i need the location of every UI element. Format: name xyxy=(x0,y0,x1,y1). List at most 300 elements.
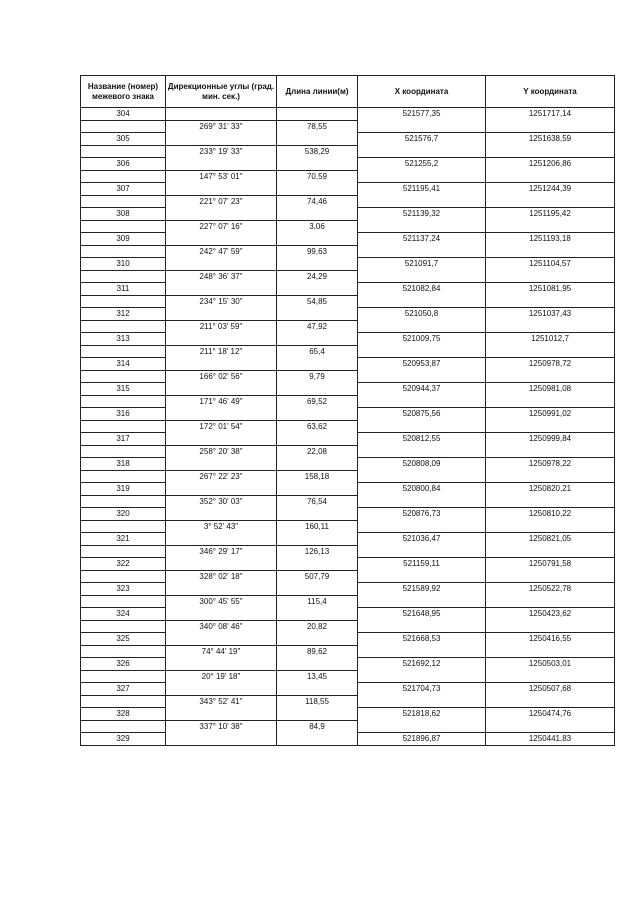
empty-cell xyxy=(486,696,615,708)
empty-cell xyxy=(166,708,277,721)
table-row xyxy=(81,458,615,471)
empty-cell xyxy=(358,596,486,608)
point-name-cell: 311 xyxy=(81,283,166,296)
x-coordinate-cell: 521009,75 xyxy=(358,333,486,346)
table-row xyxy=(81,321,615,333)
direction-angle-cell: 211° 18' 12" xyxy=(166,346,277,358)
direction-angle-cell: 269° 31' 33" xyxy=(166,121,277,133)
direction-angle-cell: 221° 07' 23" xyxy=(166,196,277,208)
empty-cell xyxy=(277,383,358,396)
line-length-cell: 70,59 xyxy=(277,171,358,183)
x-coordinate-cell: 521036,47 xyxy=(358,533,486,546)
direction-angle-cell: 166° 02' 56" xyxy=(166,371,277,383)
empty-cell xyxy=(358,496,486,508)
table-row xyxy=(81,721,615,733)
line-length-cell: 99,63 xyxy=(277,246,358,258)
header-row xyxy=(81,76,615,108)
x-coordinate-cell: 520876,73 xyxy=(358,508,486,521)
empty-cell xyxy=(486,521,615,533)
line-length-cell: 158,18 xyxy=(277,471,358,483)
y-coordinate-cell: 1250423,62 xyxy=(486,608,615,621)
point-name-cell: 312 xyxy=(81,308,166,321)
point-name-cell: 324 xyxy=(81,608,166,621)
line-length-cell: 65,4 xyxy=(277,346,358,358)
empty-cell xyxy=(358,621,486,633)
table-row xyxy=(81,671,615,683)
empty-cell xyxy=(81,571,166,583)
table-row xyxy=(81,521,615,533)
empty-cell xyxy=(81,196,166,208)
empty-cell xyxy=(81,696,166,708)
y-coordinate-cell: 1251717,14 xyxy=(486,108,615,121)
empty-cell xyxy=(486,646,615,658)
y-coordinate-cell: 1250821,05 xyxy=(486,533,615,546)
empty-cell xyxy=(486,196,615,208)
empty-cell xyxy=(486,421,615,433)
empty-cell xyxy=(358,346,486,358)
empty-cell xyxy=(277,133,358,146)
direction-angle-cell: 346° 29' 17" xyxy=(166,546,277,558)
empty-cell xyxy=(166,108,277,121)
empty-cell xyxy=(277,433,358,446)
empty-cell xyxy=(277,708,358,721)
table-row xyxy=(81,296,615,308)
empty-cell xyxy=(81,621,166,633)
x-coordinate-cell: 520944,37 xyxy=(358,383,486,396)
y-coordinate-cell: 1250978,22 xyxy=(486,458,615,471)
point-name-cell: 319 xyxy=(81,483,166,496)
y-coordinate-cell: 1250999,84 xyxy=(486,433,615,446)
point-name-cell: 323 xyxy=(81,583,166,596)
y-coordinate-cell: 1250522,78 xyxy=(486,583,615,596)
empty-cell xyxy=(486,321,615,333)
empty-cell xyxy=(277,233,358,246)
table-row xyxy=(81,558,615,571)
x-coordinate-cell: 520812,55 xyxy=(358,433,486,446)
direction-angle-cell: 234° 15' 30" xyxy=(166,296,277,308)
direction-angle-cell: 211° 03' 59" xyxy=(166,321,277,333)
empty-cell xyxy=(358,246,486,258)
point-name-cell: 321 xyxy=(81,533,166,546)
empty-cell xyxy=(486,471,615,483)
table-row xyxy=(81,258,615,271)
point-name-cell: 322 xyxy=(81,558,166,571)
empty-cell xyxy=(81,646,166,658)
x-coordinate-cell: 521692,12 xyxy=(358,658,486,671)
empty-cell xyxy=(486,221,615,233)
empty-cell xyxy=(277,508,358,521)
empty-cell xyxy=(81,321,166,333)
empty-cell xyxy=(81,521,166,533)
empty-cell xyxy=(486,121,615,133)
line-length-cell: 69,52 xyxy=(277,396,358,408)
line-length-cell: 115,4 xyxy=(277,596,358,608)
empty-cell xyxy=(166,308,277,321)
empty-cell xyxy=(277,608,358,621)
empty-cell xyxy=(166,483,277,496)
line-length-cell: 54,85 xyxy=(277,296,358,308)
line-length-cell: 63,62 xyxy=(277,421,358,433)
header-x-coordinate: X координата xyxy=(358,76,486,108)
point-name-cell: 313 xyxy=(81,333,166,346)
empty-cell xyxy=(486,246,615,258)
table-row xyxy=(81,596,615,608)
x-coordinate-cell: 521139,32 xyxy=(358,208,486,221)
empty-cell xyxy=(81,246,166,258)
line-length-cell: 47,92 xyxy=(277,321,358,333)
x-coordinate-cell: 521159,11 xyxy=(358,558,486,571)
direction-angle-cell: 74° 44' 19" xyxy=(166,646,277,658)
table-row xyxy=(81,283,615,296)
table-row xyxy=(81,408,615,421)
table-row xyxy=(81,496,615,508)
direction-angle-cell: 328° 02' 18" xyxy=(166,571,277,583)
x-coordinate-cell: 521050,8 xyxy=(358,308,486,321)
empty-cell xyxy=(81,171,166,183)
empty-cell xyxy=(166,358,277,371)
table-row xyxy=(81,433,615,446)
empty-cell xyxy=(358,446,486,458)
header-y-coordinate: Y координата xyxy=(486,76,615,108)
table-row xyxy=(81,121,615,133)
x-coordinate-cell: 521648,95 xyxy=(358,608,486,621)
x-coordinate-cell: 521576,7 xyxy=(358,133,486,146)
direction-angle-cell: 300° 45' 55" xyxy=(166,596,277,608)
table-row xyxy=(81,646,615,658)
point-name-cell: 307 xyxy=(81,183,166,196)
line-length-cell: 126,13 xyxy=(277,546,358,558)
empty-cell xyxy=(166,433,277,446)
empty-cell xyxy=(486,296,615,308)
y-coordinate-cell: 1250503,01 xyxy=(486,658,615,671)
empty-cell xyxy=(358,571,486,583)
y-coordinate-cell: 1250981,08 xyxy=(486,383,615,396)
empty-cell xyxy=(81,471,166,483)
table-row xyxy=(81,221,615,233)
empty-cell xyxy=(277,358,358,371)
table-row xyxy=(81,533,615,546)
empty-cell xyxy=(486,171,615,183)
table-row xyxy=(81,371,615,383)
y-coordinate-cell: 1250416,55 xyxy=(486,633,615,646)
table-row xyxy=(81,583,615,596)
point-name-cell: 314 xyxy=(81,358,166,371)
empty-cell xyxy=(166,208,277,221)
empty-cell xyxy=(166,683,277,696)
table-body xyxy=(81,108,615,746)
table-row xyxy=(81,708,615,721)
empty-cell xyxy=(358,471,486,483)
empty-cell xyxy=(166,183,277,196)
table-row xyxy=(81,183,615,196)
empty-cell xyxy=(486,721,615,733)
table-row xyxy=(81,633,615,646)
empty-cell xyxy=(166,158,277,171)
empty-cell xyxy=(358,221,486,233)
table-row xyxy=(81,696,615,708)
table-row xyxy=(81,733,615,746)
empty-cell xyxy=(486,496,615,508)
direction-angle-cell: 20° 19' 18" xyxy=(166,671,277,683)
point-name-cell: 315 xyxy=(81,383,166,396)
empty-cell xyxy=(166,508,277,521)
direction-angle-cell: 242° 47' 59" xyxy=(166,246,277,258)
x-coordinate-cell: 520875,56 xyxy=(358,408,486,421)
point-name-cell: 309 xyxy=(81,233,166,246)
direction-angle-cell: 337° 10' 38" xyxy=(166,721,277,733)
empty-cell xyxy=(277,558,358,571)
y-coordinate-cell: 1250791,58 xyxy=(486,558,615,571)
empty-cell xyxy=(277,183,358,196)
y-coordinate-cell: 1250474,76 xyxy=(486,708,615,721)
y-coordinate-cell: 1250991,02 xyxy=(486,408,615,421)
empty-cell xyxy=(358,546,486,558)
direction-angle-cell: 343° 52' 41" xyxy=(166,696,277,708)
line-length-cell: 13,45 xyxy=(277,671,358,683)
line-length-cell: 78,55 xyxy=(277,121,358,133)
point-name-cell: 318 xyxy=(81,458,166,471)
table-row xyxy=(81,508,615,521)
empty-cell xyxy=(81,421,166,433)
table-row xyxy=(81,271,615,283)
y-coordinate-cell: 1250507,68 xyxy=(486,683,615,696)
empty-cell xyxy=(277,483,358,496)
table-row xyxy=(81,158,615,171)
table-row xyxy=(81,333,615,346)
point-name-cell: 304 xyxy=(81,108,166,121)
x-coordinate-cell: 520808,09 xyxy=(358,458,486,471)
empty-cell xyxy=(81,721,166,733)
y-coordinate-cell: 1251081,95 xyxy=(486,283,615,296)
x-coordinate-cell: 521255,2 xyxy=(358,158,486,171)
table-row xyxy=(81,146,615,158)
line-length-cell: 74,46 xyxy=(277,196,358,208)
empty-cell xyxy=(358,521,486,533)
empty-cell xyxy=(81,371,166,383)
direction-angle-cell: 352° 30' 03" xyxy=(166,496,277,508)
empty-cell xyxy=(358,371,486,383)
empty-cell xyxy=(358,646,486,658)
empty-cell xyxy=(166,333,277,346)
empty-cell xyxy=(277,308,358,321)
empty-cell xyxy=(277,583,358,596)
empty-cell xyxy=(166,283,277,296)
empty-cell xyxy=(166,558,277,571)
y-coordinate-cell: 1250441,83 xyxy=(486,733,615,746)
empty-cell xyxy=(81,146,166,158)
line-length-cell: 89,62 xyxy=(277,646,358,658)
empty-cell xyxy=(486,546,615,558)
header-point-name: Название (номер) межевого знака xyxy=(81,76,166,108)
empty-cell xyxy=(486,571,615,583)
y-coordinate-cell: 1251193,18 xyxy=(486,233,615,246)
line-length-cell: 22,08 xyxy=(277,446,358,458)
x-coordinate-cell: 521668,53 xyxy=(358,633,486,646)
empty-cell xyxy=(81,346,166,358)
empty-cell xyxy=(277,533,358,546)
empty-cell xyxy=(277,333,358,346)
point-name-cell: 317 xyxy=(81,433,166,446)
empty-cell xyxy=(277,458,358,471)
x-coordinate-cell: 521589,92 xyxy=(358,583,486,596)
empty-cell xyxy=(486,446,615,458)
empty-cell xyxy=(277,208,358,221)
line-length-cell: 160,11 xyxy=(277,521,358,533)
table-row xyxy=(81,308,615,321)
line-length-cell: 76,54 xyxy=(277,496,358,508)
empty-cell xyxy=(486,396,615,408)
empty-cell xyxy=(166,458,277,471)
empty-cell xyxy=(277,658,358,671)
point-name-cell: 308 xyxy=(81,208,166,221)
table-row xyxy=(81,658,615,671)
line-length-cell: 538,29 xyxy=(277,146,358,158)
empty-cell xyxy=(166,233,277,246)
direction-angle-cell: 267° 22' 23" xyxy=(166,471,277,483)
point-name-cell: 306 xyxy=(81,158,166,171)
table-row xyxy=(81,246,615,258)
y-coordinate-cell: 1251012,7 xyxy=(486,333,615,346)
empty-cell xyxy=(277,283,358,296)
empty-cell xyxy=(81,221,166,233)
point-name-cell: 326 xyxy=(81,658,166,671)
table-row xyxy=(81,608,615,621)
empty-cell xyxy=(81,496,166,508)
table-row xyxy=(81,471,615,483)
table-row xyxy=(81,683,615,696)
x-coordinate-cell: 521195,41 xyxy=(358,183,486,196)
point-name-cell: 325 xyxy=(81,633,166,646)
table-row xyxy=(81,396,615,408)
y-coordinate-cell: 1251244,39 xyxy=(486,183,615,196)
empty-cell xyxy=(486,671,615,683)
empty-cell xyxy=(166,408,277,421)
y-coordinate-cell: 1251104,57 xyxy=(486,258,615,271)
table-row xyxy=(81,233,615,246)
direction-angle-cell: 172° 01' 54" xyxy=(166,421,277,433)
point-name-cell: 329 xyxy=(81,733,166,746)
table-row xyxy=(81,621,615,633)
y-coordinate-cell: 1251195,42 xyxy=(486,208,615,221)
table-row xyxy=(81,171,615,183)
direction-angle-cell: 248° 36' 37" xyxy=(166,271,277,283)
x-coordinate-cell: 520800,84 xyxy=(358,483,486,496)
y-coordinate-cell: 1251638,59 xyxy=(486,133,615,146)
coordinates-table xyxy=(80,75,615,746)
empty-cell xyxy=(358,146,486,158)
empty-cell xyxy=(166,533,277,546)
line-length-cell: 20,82 xyxy=(277,621,358,633)
empty-cell xyxy=(486,621,615,633)
empty-cell xyxy=(358,196,486,208)
table-row xyxy=(81,358,615,371)
x-coordinate-cell: 520953,87 xyxy=(358,358,486,371)
empty-cell xyxy=(166,258,277,271)
table-row xyxy=(81,108,615,121)
x-coordinate-cell: 521082,84 xyxy=(358,283,486,296)
empty-cell xyxy=(81,396,166,408)
line-length-cell: 24,29 xyxy=(277,271,358,283)
point-name-cell: 320 xyxy=(81,508,166,521)
empty-cell xyxy=(166,658,277,671)
direction-angle-cell: 227° 07' 16" xyxy=(166,221,277,233)
empty-cell xyxy=(81,671,166,683)
empty-cell xyxy=(166,583,277,596)
empty-cell xyxy=(486,146,615,158)
direction-angle-cell: 340° 08' 46" xyxy=(166,621,277,633)
empty-cell xyxy=(358,296,486,308)
direction-angle-cell: 3° 52' 43" xyxy=(166,521,277,533)
direction-angle-cell: 258° 20' 38" xyxy=(166,446,277,458)
empty-cell xyxy=(358,721,486,733)
empty-cell xyxy=(486,346,615,358)
table-row xyxy=(81,483,615,496)
empty-cell xyxy=(486,371,615,383)
table-row xyxy=(81,196,615,208)
empty-cell xyxy=(81,596,166,608)
empty-cell xyxy=(358,696,486,708)
point-name-cell: 310 xyxy=(81,258,166,271)
empty-cell xyxy=(166,608,277,621)
empty-cell xyxy=(486,271,615,283)
table-row xyxy=(81,421,615,433)
empty-cell xyxy=(277,258,358,271)
line-length-cell: 507,79 xyxy=(277,571,358,583)
empty-cell xyxy=(358,121,486,133)
y-coordinate-cell: 1250820,21 xyxy=(486,483,615,496)
line-length-cell: 118,55 xyxy=(277,696,358,708)
x-coordinate-cell: 521818,62 xyxy=(358,708,486,721)
empty-cell xyxy=(166,383,277,396)
table-row xyxy=(81,446,615,458)
header-direction-angle: Дирекционные углы (град. мин. сек.) xyxy=(166,76,277,108)
empty-cell xyxy=(277,158,358,171)
direction-angle-cell: 171° 46' 49" xyxy=(166,396,277,408)
direction-angle-cell: 233° 19' 33" xyxy=(166,146,277,158)
point-name-cell: 305 xyxy=(81,133,166,146)
empty-cell xyxy=(81,296,166,308)
line-length-cell: 9,79 xyxy=(277,371,358,383)
table-row xyxy=(81,383,615,396)
header-line-length: Длина линии(м) xyxy=(277,76,358,108)
empty-cell xyxy=(277,633,358,646)
line-length-cell: 84,9 xyxy=(277,721,358,733)
empty-cell xyxy=(277,108,358,121)
line-length-cell: 3,06 xyxy=(277,221,358,233)
y-coordinate-cell: 1251206,86 xyxy=(486,158,615,171)
x-coordinate-cell: 521137,24 xyxy=(358,233,486,246)
point-name-cell: 327 xyxy=(81,683,166,696)
table-row xyxy=(81,208,615,221)
empty-cell xyxy=(358,421,486,433)
empty-cell xyxy=(81,271,166,283)
table-row xyxy=(81,571,615,583)
empty-cell xyxy=(166,733,277,746)
empty-cell xyxy=(486,596,615,608)
empty-cell xyxy=(81,546,166,558)
y-coordinate-cell: 1250810,22 xyxy=(486,508,615,521)
table-row xyxy=(81,346,615,358)
empty-cell xyxy=(166,133,277,146)
empty-cell xyxy=(81,446,166,458)
empty-cell xyxy=(358,171,486,183)
y-coordinate-cell: 1251037,43 xyxy=(486,308,615,321)
x-coordinate-cell: 521896,87 xyxy=(358,733,486,746)
y-coordinate-cell: 1250978,72 xyxy=(486,358,615,371)
empty-cell xyxy=(81,121,166,133)
empty-cell xyxy=(277,408,358,421)
x-coordinate-cell: 521091,7 xyxy=(358,258,486,271)
